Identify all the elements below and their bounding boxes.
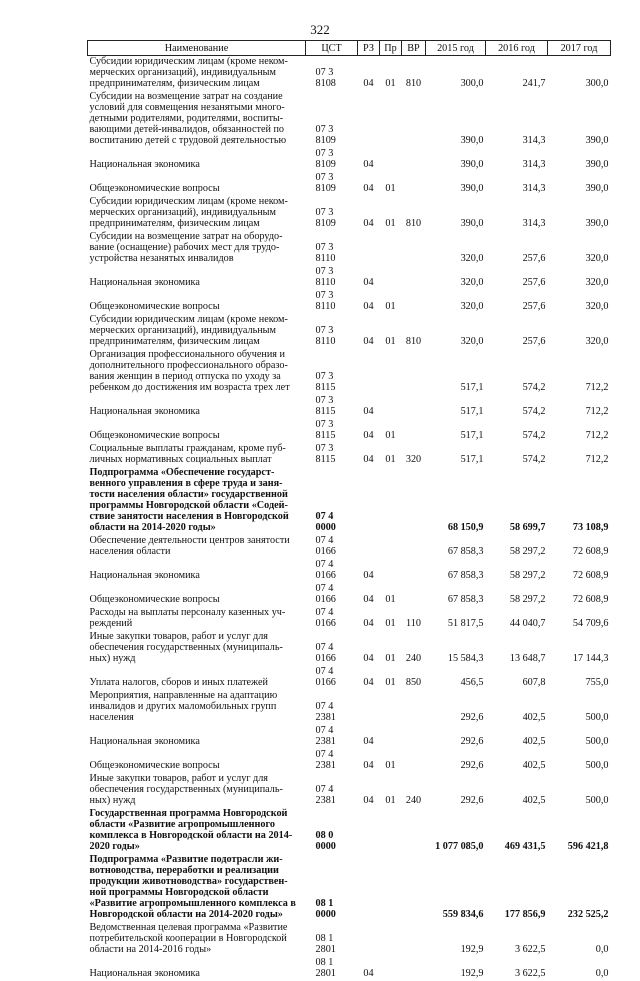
table-row	[88, 749, 611, 773]
row-name: Субсидии юридическим лицам (кроме неком-мерческих организаций), индивидуальным предпринимателям, физическим лицам	[88, 314, 306, 349]
row-name: Национальная экономика	[88, 266, 306, 290]
row-vr	[402, 690, 426, 725]
row-2016: 574,2	[486, 443, 548, 467]
row-name: Национальная экономика	[88, 957, 306, 981]
row-2015: 517,1	[426, 349, 486, 395]
row-name: Государственная программа Новгородской области «Развитие агропромышленного комплекса в Новгородской области на 2014-2020 годы»	[88, 808, 306, 854]
row-2017: 500,0	[548, 690, 611, 725]
row-2016: 402,5	[486, 725, 548, 749]
row-rz: 04	[358, 957, 380, 981]
row-rz: 04	[358, 290, 380, 314]
row-rz	[358, 91, 380, 148]
header-name: Наименование	[88, 41, 306, 56]
row-2017: 232 525,2	[548, 854, 611, 922]
row-rz	[358, 467, 380, 535]
row-pr	[380, 148, 402, 172]
row-cst: 07 3 8115	[306, 395, 358, 419]
row-vr	[402, 808, 426, 854]
row-2016: 241,7	[486, 56, 548, 92]
row-cst: 07 4 2381	[306, 749, 358, 773]
row-rz: 04	[358, 196, 380, 231]
header-2017: 2017 год	[548, 41, 611, 56]
row-2017: 300,0	[548, 56, 611, 92]
row-2015: 68 150,9	[426, 467, 486, 535]
row-2015: 67 858,3	[426, 559, 486, 583]
row-2016: 3 622,5	[486, 957, 548, 981]
row-rz	[358, 349, 380, 395]
row-rz: 04	[358, 631, 380, 666]
budget-table	[87, 40, 611, 981]
row-2016: 314,3	[486, 196, 548, 231]
row-2017: 320,0	[548, 266, 611, 290]
row-2015: 292,6	[426, 749, 486, 773]
row-rz: 04	[358, 419, 380, 443]
row-2017: 320,0	[548, 231, 611, 266]
row-2016: 402,5	[486, 749, 548, 773]
row-name: Общеэкономические вопросы	[88, 583, 306, 607]
row-2015: 67 858,3	[426, 583, 486, 607]
table-row	[88, 314, 611, 349]
row-2015: 390,0	[426, 148, 486, 172]
row-vr	[402, 583, 426, 607]
row-cst: 07 3 8109	[306, 196, 358, 231]
row-vr	[402, 172, 426, 196]
row-cst: 07 4 0166	[306, 631, 358, 666]
table-row	[88, 395, 611, 419]
row-name: Иные закупки товаров, работ и услуг для обеспечения государственных (муниципаль-ных) нужд	[88, 773, 306, 808]
row-pr: 01	[380, 419, 402, 443]
table-row	[88, 91, 611, 148]
row-rz: 04	[358, 725, 380, 749]
row-2016: 314,3	[486, 148, 548, 172]
row-cst: 07 4 0166	[306, 583, 358, 607]
row-2015: 320,0	[426, 290, 486, 314]
row-cst: 07 3 8115	[306, 349, 358, 395]
row-pr: 01	[380, 172, 402, 196]
header-pr: Пр	[380, 41, 402, 56]
row-2017: 17 144,3	[548, 631, 611, 666]
row-2017: 0,0	[548, 922, 611, 957]
row-vr: 240	[402, 773, 426, 808]
row-2016: 574,2	[486, 349, 548, 395]
row-2016: 257,6	[486, 314, 548, 349]
row-cst: 08 1 2801	[306, 922, 358, 957]
row-cst: 07 4 0166	[306, 607, 358, 631]
table-row	[88, 854, 611, 922]
row-rz: 04	[358, 172, 380, 196]
row-2015: 456,5	[426, 666, 486, 690]
row-2016: 257,6	[486, 290, 548, 314]
row-2017: 390,0	[548, 172, 611, 196]
row-2017: 500,0	[548, 749, 611, 773]
table-row	[88, 196, 611, 231]
table-row	[88, 231, 611, 266]
table-row	[88, 443, 611, 467]
row-cst: 07 3 8109	[306, 91, 358, 148]
row-name: Социальные выплаты гражданам, кроме пуб-личных нормативных социальных выплат	[88, 443, 306, 467]
table-row	[88, 725, 611, 749]
row-2016: 58 297,2	[486, 583, 548, 607]
row-2016: 177 856,9	[486, 854, 548, 922]
row-cst: 08 1 0000	[306, 854, 358, 922]
row-2015: 517,1	[426, 419, 486, 443]
row-pr	[380, 854, 402, 922]
header-rz: РЗ	[358, 41, 380, 56]
table-row	[88, 266, 611, 290]
row-vr: 320	[402, 443, 426, 467]
row-rz: 04	[358, 607, 380, 631]
table-row	[88, 290, 611, 314]
row-pr: 01	[380, 631, 402, 666]
table-row	[88, 922, 611, 957]
row-2016: 402,5	[486, 690, 548, 725]
row-pr	[380, 266, 402, 290]
table-row	[88, 419, 611, 443]
table-header	[88, 41, 611, 56]
row-pr	[380, 559, 402, 583]
row-vr	[402, 266, 426, 290]
row-pr: 01	[380, 56, 402, 92]
table-row	[88, 148, 611, 172]
row-cst: 07 3 8110	[306, 314, 358, 349]
row-name: Субсидии юридическим лицам (кроме неком-мерческих организаций), индивидуальным предпринимателям, физическим лицам	[88, 196, 306, 231]
row-cst: 08 0 0000	[306, 808, 358, 854]
table-body	[88, 56, 611, 981]
row-rz: 04	[358, 773, 380, 808]
row-name: Общеэкономические вопросы	[88, 749, 306, 773]
row-2017: 320,0	[548, 290, 611, 314]
row-2015: 51 817,5	[426, 607, 486, 631]
row-name: Мероприятия, направленные на адаптацию инвалидов и других маломобильных групп населения	[88, 690, 306, 725]
row-name: Обеспечение деятельности центров занятости населения области	[88, 535, 306, 559]
row-2017: 72 608,9	[548, 559, 611, 583]
row-2017: 596 421,8	[548, 808, 611, 854]
row-pr	[380, 725, 402, 749]
row-cst: 07 4 0166	[306, 666, 358, 690]
row-2015: 390,0	[426, 172, 486, 196]
row-2015: 300,0	[426, 56, 486, 92]
row-rz	[358, 922, 380, 957]
table-row	[88, 349, 611, 395]
row-rz: 04	[358, 56, 380, 92]
row-rz: 04	[358, 395, 380, 419]
row-2016: 574,2	[486, 419, 548, 443]
header-2015: 2015 год	[426, 41, 486, 56]
row-2017: 72 608,9	[548, 583, 611, 607]
row-2015: 1 077 085,0	[426, 808, 486, 854]
row-name: Уплата налогов, сборов и иных платежей	[88, 666, 306, 690]
row-rz: 04	[358, 583, 380, 607]
row-2016: 58 297,2	[486, 559, 548, 583]
row-pr	[380, 395, 402, 419]
row-2017: 390,0	[548, 148, 611, 172]
row-2016: 469 431,5	[486, 808, 548, 854]
row-2017: 712,2	[548, 395, 611, 419]
row-pr	[380, 535, 402, 559]
row-rz: 04	[358, 148, 380, 172]
table-row	[88, 559, 611, 583]
row-rz: 04	[358, 443, 380, 467]
row-2017: 500,0	[548, 773, 611, 808]
row-cst: 07 4 0000	[306, 467, 358, 535]
row-pr	[380, 808, 402, 854]
row-name: Национальная экономика	[88, 395, 306, 419]
table-row	[88, 583, 611, 607]
table-row	[88, 631, 611, 666]
row-cst: 08 1 2801	[306, 957, 358, 981]
row-2015: 559 834,6	[426, 854, 486, 922]
row-name: Расходы на выплаты персоналу казенных уч-реждений	[88, 607, 306, 631]
row-name: Общеэкономические вопросы	[88, 419, 306, 443]
row-vr: 810	[402, 56, 426, 92]
row-pr: 01	[380, 314, 402, 349]
row-2015: 390,0	[426, 196, 486, 231]
row-name: Иные закупки товаров, работ и услуг для обеспечения государственных (муниципаль-ных) нужд	[88, 631, 306, 666]
row-rz	[358, 854, 380, 922]
row-vr	[402, 290, 426, 314]
row-2017: 320,0	[548, 314, 611, 349]
row-vr: 240	[402, 631, 426, 666]
row-2015: 517,1	[426, 395, 486, 419]
row-rz: 04	[358, 666, 380, 690]
row-2017: 390,0	[548, 91, 611, 148]
row-name: Национальная экономика	[88, 148, 306, 172]
row-vr	[402, 231, 426, 266]
row-2016: 3 622,5	[486, 922, 548, 957]
row-name: Организация профессионального обучения и дополнительного профессионального образо-вания женщин в период отпуска по уходу за ребенком до достижения им возраста трех лет	[88, 349, 306, 395]
table-row	[88, 957, 611, 981]
row-2016: 58 699,7	[486, 467, 548, 535]
row-2017: 390,0	[548, 196, 611, 231]
table-row	[88, 773, 611, 808]
row-name: Национальная экономика	[88, 559, 306, 583]
row-name: Субсидии на возмещение затрат на создание условий для совмещения незанятыми много-детными родителями, родителями, воспиты-вающими детей-инвалидов, обязанностей по воспитанию детей с трудовой деятельностью	[88, 91, 306, 148]
row-2017: 72 608,9	[548, 535, 611, 559]
row-cst: 07 3 8109	[306, 172, 358, 196]
row-cst: 07 3 8115	[306, 443, 358, 467]
table-row	[88, 535, 611, 559]
row-2015: 390,0	[426, 91, 486, 148]
row-2015: 15 584,3	[426, 631, 486, 666]
row-2017: 54 709,6	[548, 607, 611, 631]
row-name: Субсидии юридическим лицам (кроме неком-мерческих организаций), индивидуальным предпринимателям, физическим лицам	[88, 56, 306, 92]
row-rz: 04	[358, 314, 380, 349]
page-number: 322	[0, 22, 640, 38]
row-2016: 607,8	[486, 666, 548, 690]
row-pr: 01	[380, 666, 402, 690]
table-row	[88, 666, 611, 690]
row-rz	[358, 808, 380, 854]
row-vr	[402, 854, 426, 922]
row-pr	[380, 957, 402, 981]
row-2017: 712,2	[548, 349, 611, 395]
row-2016: 257,6	[486, 231, 548, 266]
row-vr: 110	[402, 607, 426, 631]
row-cst: 07 4 2381	[306, 773, 358, 808]
row-pr: 01	[380, 290, 402, 314]
row-2015: 292,6	[426, 690, 486, 725]
row-vr	[402, 749, 426, 773]
row-name: Подпрограмма «Развитие подотрасли жи-вотноводства, переработки и реализации продукции животноводства» государствен-ной программы Новгородской области «Развитие агропромышленного комплекса в Новгородской области на 2014-2020 годы»	[88, 854, 306, 922]
row-2015: 192,9	[426, 922, 486, 957]
header-2016: 2016 год	[486, 41, 548, 56]
table-row	[88, 172, 611, 196]
row-vr	[402, 559, 426, 583]
row-pr	[380, 349, 402, 395]
row-name: Общеэкономические вопросы	[88, 290, 306, 314]
table-row	[88, 467, 611, 535]
header-vr: ВР	[402, 41, 426, 56]
row-cst: 07 4 0166	[306, 559, 358, 583]
row-rz	[358, 535, 380, 559]
row-vr	[402, 395, 426, 419]
row-cst: 07 4 2381	[306, 725, 358, 749]
row-vr: 810	[402, 196, 426, 231]
table-row	[88, 808, 611, 854]
row-pr: 01	[380, 443, 402, 467]
row-vr: 850	[402, 666, 426, 690]
row-pr	[380, 690, 402, 725]
row-cst: 07 3 8110	[306, 231, 358, 266]
row-vr	[402, 535, 426, 559]
row-cst: 07 3 8110	[306, 290, 358, 314]
row-name: Национальная экономика	[88, 725, 306, 749]
row-2015: 292,6	[426, 725, 486, 749]
row-name: Субсидии на возмещение затрат на оборудо-вание (оснащение) рабочих мест для трудо-устройства незанятых инвалидов	[88, 231, 306, 266]
row-2016: 314,3	[486, 91, 548, 148]
row-vr	[402, 922, 426, 957]
row-2015: 320,0	[426, 314, 486, 349]
row-cst: 07 3 8115	[306, 419, 358, 443]
row-2015: 517,1	[426, 443, 486, 467]
row-pr	[380, 231, 402, 266]
row-name: Общеэкономические вопросы	[88, 172, 306, 196]
row-cst: 07 3 8110	[306, 266, 358, 290]
row-2017: 500,0	[548, 725, 611, 749]
row-2016: 402,5	[486, 773, 548, 808]
row-2017: 73 108,9	[548, 467, 611, 535]
row-rz: 04	[358, 749, 380, 773]
row-vr	[402, 957, 426, 981]
table-row	[88, 56, 611, 92]
row-2016: 58 297,2	[486, 535, 548, 559]
row-2015: 292,6	[426, 773, 486, 808]
row-pr	[380, 922, 402, 957]
header-cst: ЦСТ	[306, 41, 358, 56]
row-cst: 07 3 8108	[306, 56, 358, 92]
row-pr	[380, 91, 402, 148]
row-2015: 192,9	[426, 957, 486, 981]
row-cst: 07 4 0166	[306, 535, 358, 559]
row-rz	[358, 231, 380, 266]
row-2016: 574,2	[486, 395, 548, 419]
row-2017: 712,2	[548, 443, 611, 467]
row-pr: 01	[380, 773, 402, 808]
row-vr: 810	[402, 314, 426, 349]
row-pr	[380, 467, 402, 535]
row-vr	[402, 349, 426, 395]
row-cst: 07 4 2381	[306, 690, 358, 725]
row-pr: 01	[380, 749, 402, 773]
row-2017: 712,2	[548, 419, 611, 443]
row-2015: 320,0	[426, 266, 486, 290]
row-vr	[402, 419, 426, 443]
row-name: Ведомственная целевая программа «Развитие потребительской кооперации в Новгородской области на 2014-2016 годы»	[88, 922, 306, 957]
row-name: Подпрограмма «Обеспечение государст-венного управления в сфере труда и заня-тости населения области» государственной программы Новгородской области «Содей-ствие занятости населения в Новгородской области на 2014-2020 годы»	[88, 467, 306, 535]
row-2017: 755,0	[548, 666, 611, 690]
row-2016: 257,6	[486, 266, 548, 290]
row-vr	[402, 725, 426, 749]
row-2017: 0,0	[548, 957, 611, 981]
row-rz: 04	[358, 266, 380, 290]
row-2016: 314,3	[486, 172, 548, 196]
row-pr: 01	[380, 583, 402, 607]
row-pr: 01	[380, 607, 402, 631]
row-2015: 320,0	[426, 231, 486, 266]
row-rz	[358, 690, 380, 725]
row-vr	[402, 467, 426, 535]
table-row	[88, 607, 611, 631]
row-cst: 07 3 8109	[306, 148, 358, 172]
row-2016: 44 040,7	[486, 607, 548, 631]
row-2015: 67 858,3	[426, 535, 486, 559]
row-vr	[402, 148, 426, 172]
row-rz: 04	[358, 559, 380, 583]
row-2016: 13 648,7	[486, 631, 548, 666]
table-row	[88, 690, 611, 725]
row-vr	[402, 91, 426, 148]
row-pr: 01	[380, 196, 402, 231]
